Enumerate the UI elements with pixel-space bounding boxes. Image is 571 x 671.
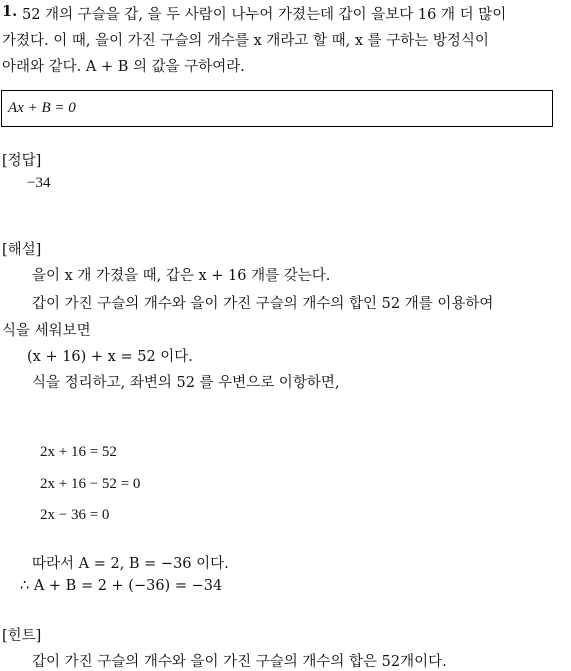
problem-line-1: 52 개의 구슬을 갑, 을 두 사람이 나누어 가졌는데 갑이 을보다 16 개 더 많이	[22, 7, 507, 23]
answer-value: −34	[27, 175, 51, 191]
answer-heading: [정답]	[2, 153, 42, 169]
hint-text: 갑이 가진 구슬의 개수와 을이 가진 구슬의 개수의 합은 52개이다.	[32, 654, 447, 670]
explanation-line-4: (x + 16) + x = 52 이다.	[27, 349, 193, 365]
equation-box	[1, 90, 553, 127]
conclusion-line-2: ∴ A + B = 2 + (−36) = −34	[20, 578, 223, 594]
problem-line-2: 가졌다. 이 때, 을이 가진 구슬의 개수를 x 개라고 할 때, x 를 구하는 방정식이	[2, 33, 489, 49]
equation-text: Ax + B = 0	[8, 100, 76, 116]
conclusion-line-1: 따라서 A = 2, B = −36 이다.	[32, 556, 229, 572]
hint-heading: [힌트]	[2, 628, 42, 644]
problem-number: 1.	[2, 3, 18, 20]
explanation-heading: [해설]	[2, 242, 42, 258]
explanation-line-2: 갑이 가진 구슬의 개수와 을이 가진 구슬의 개수의 합인 52 개를 이용하여	[32, 296, 494, 312]
explanation-line-5: 식을 정리하고, 좌변의 52 를 우변으로 이항하면,	[32, 375, 340, 391]
equation-step-3: 2x − 36 = 0	[40, 507, 110, 523]
problem-line-3: 아래와 같다. A + B 의 값을 구하여라.	[2, 59, 245, 75]
equation-step-2: 2x + 16 − 52 = 0	[40, 476, 141, 492]
explanation-line-1: 을이 x 개 가졌을 때, 갑은 x + 16 개를 갖는다.	[32, 268, 331, 284]
equation-step-1: 2x + 16 = 52	[40, 444, 117, 460]
explanation-line-3: 식을 세워보면	[2, 323, 91, 339]
